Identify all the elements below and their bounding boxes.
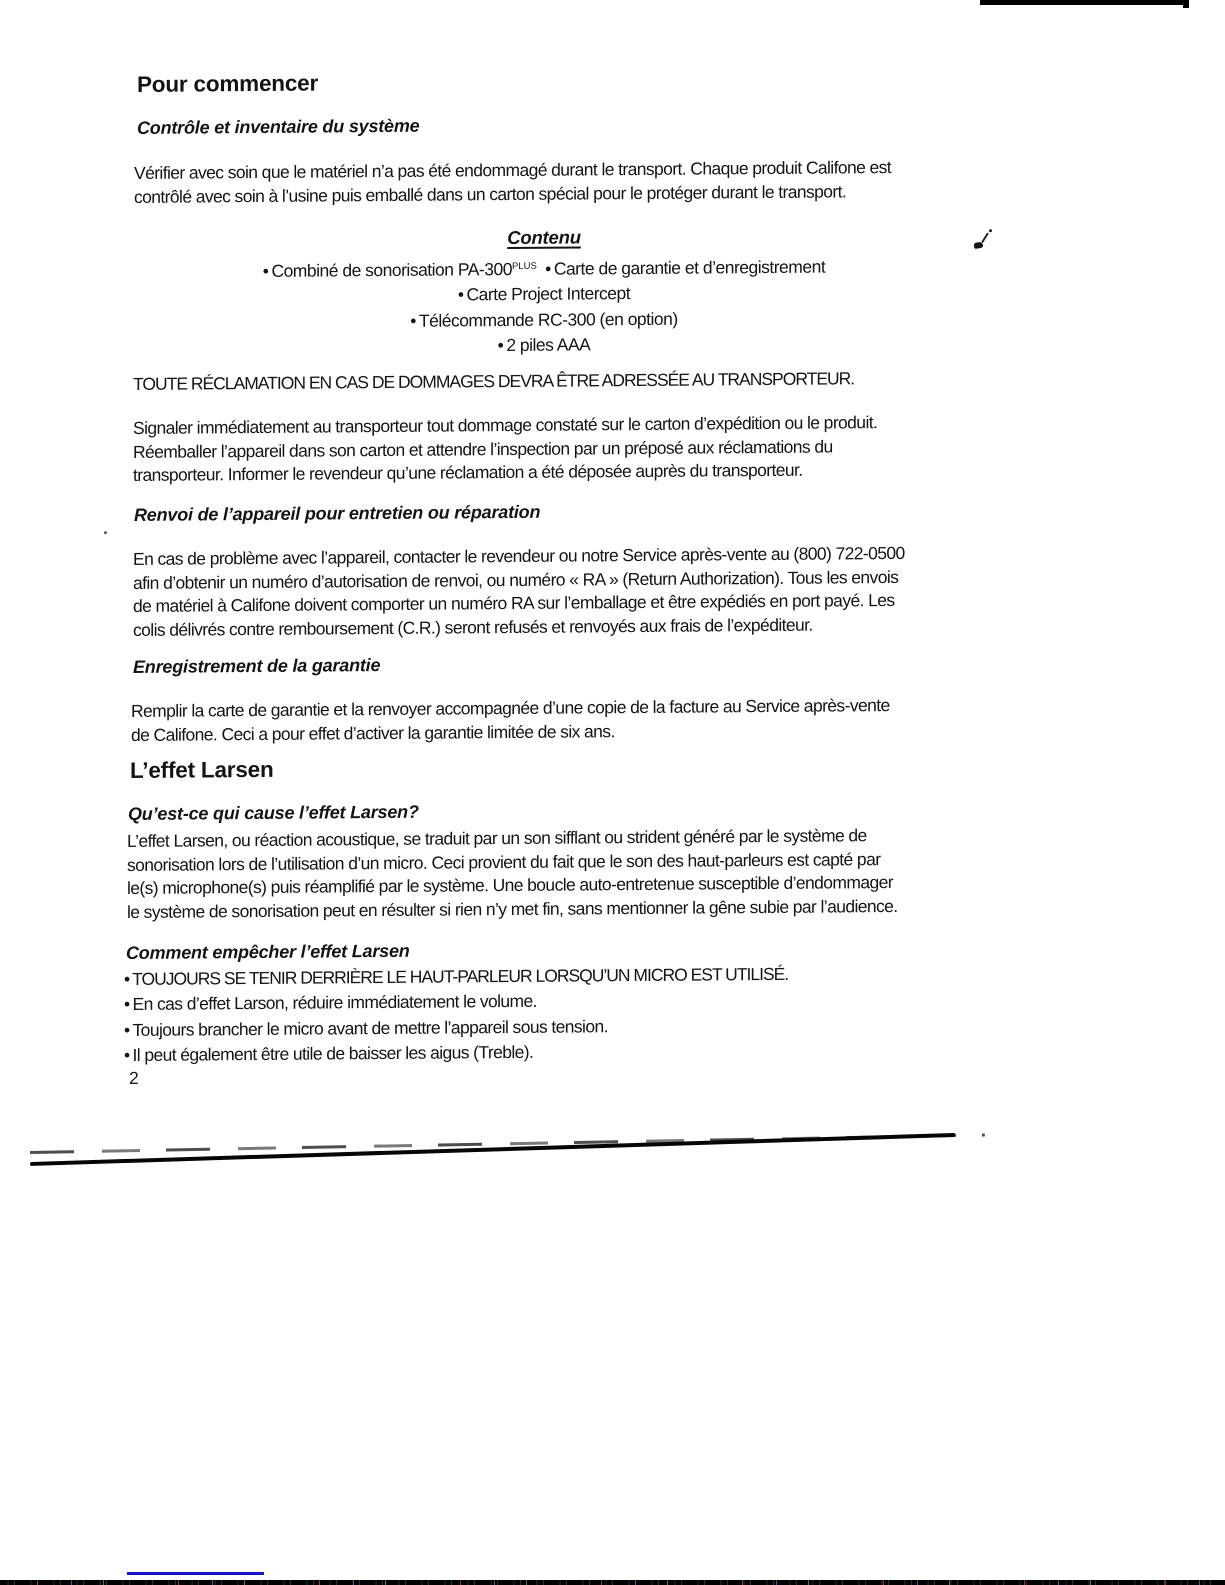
bullet-marker: • xyxy=(124,969,130,990)
paragraph-line: de matériel à Califone doivent comporter un numéro RA sur l’emballage et être expédiés en port payé. Les xyxy=(133,589,895,616)
heading-contents: Contenu xyxy=(507,226,581,249)
bullet-marker: • xyxy=(410,310,416,331)
pa300-plus-superscript: PLUS xyxy=(511,260,537,272)
list-item-label: En cas d’effet Larson, réduire immédiatement le volume. xyxy=(132,991,537,1015)
paragraph-line: afin d’obtenir un numéro d’autorisation de renvoi, ou numéro « RA » (Return Authorization). Tous les envois xyxy=(133,566,899,593)
contents-item xyxy=(133,329,955,361)
bullet-marker: • xyxy=(262,260,269,281)
bullet-marker: • xyxy=(457,284,464,305)
bullet-marker: • xyxy=(545,258,551,279)
paragraph-inventory xyxy=(134,155,891,209)
bullet-marker: • xyxy=(124,1019,130,1040)
paragraph-line: L’effet Larsen, ou réaction acoustique, se traduit par un son sifflant ou strident généré par le système de xyxy=(127,825,867,852)
paragraph-return-for-service xyxy=(133,542,905,642)
contents-item-warranty-card: Carte de garantie et d’enregistrement xyxy=(553,256,826,279)
contents-block xyxy=(133,224,955,362)
page-number: 2 xyxy=(129,1067,139,1089)
paragraph-damage-report xyxy=(133,411,877,487)
bullet-marker: • xyxy=(124,994,130,1015)
list-item-label: Il peut également être utile de baisser les aigus (Treble). xyxy=(132,1041,534,1065)
heading-feedback-prevention: Comment empêcher l’effet Larsen xyxy=(126,940,410,964)
bullet-marker: • xyxy=(497,334,504,356)
heading-warranty-registration: Enregistrement de la garantie xyxy=(133,655,381,677)
heading-inventory: Contrôle et inventaire du système xyxy=(137,115,420,138)
bullet-marker: • xyxy=(124,1044,130,1065)
paragraph-line: Remplir la carte de garantie et la renvoyer accompagnée d’une copie de la facture au Service après-vente xyxy=(131,695,890,721)
paragraph-line: Vérifier avec soin que le matériel n’a pas été endommagé durant le transport. Chaque produit Califone est xyxy=(134,157,892,183)
margin-speck xyxy=(104,531,107,534)
contents-item-pa300: Combiné de sonorisation PA-300 xyxy=(271,258,512,281)
paragraph-line: colis délivrés contre remboursement (C.R.) seront refusés et renvoyés aux frais de l’expéditeur. xyxy=(133,614,813,640)
list-item xyxy=(124,1038,788,1069)
paragraph-feedback-cause xyxy=(127,824,898,924)
contents-item-label: Carte Project Intercept xyxy=(466,283,631,305)
paragraph-line: le(s) microphone(s) puis réamplifié par le système. Une boucle auto-entretenue susceptible d’endommager xyxy=(127,872,893,899)
paragraph-line: contrôlé avec soin à l’usine puis emballé dans un carton spécial pour le protéger durant le transport. xyxy=(134,181,847,207)
ink-dot-mark xyxy=(989,229,992,232)
paragraph-line: Réemballer l’appareil dans son carton et attendre l’inspection par un préposé aux réclamations du xyxy=(133,435,833,462)
contents-item-label: Télécommande RC-300 (en option) xyxy=(418,308,678,331)
scan-bottom-edge-strip xyxy=(0,1580,1225,1585)
contents-item-label: 2 piles AAA xyxy=(506,334,591,355)
section-title-feedback: L’effet Larsen xyxy=(130,756,274,783)
paragraph-line: de Califone. Ceci a pour effet d’activer la garantie limitée de six ans. xyxy=(131,720,615,745)
paragraph-line: le système de sonorisation peut en résulter si rien n’y met fin, sans mentionner la gêne subie par l’audience. xyxy=(127,895,898,922)
paragraph-warranty xyxy=(131,694,890,747)
paragraph-line: Signaler immédiatement au transporteur tout dommage constaté sur le carton d’expédition ou le produit. xyxy=(133,412,878,438)
list-item-label: Toujours brancher le micro avant de mettre l’appareil sous tension. xyxy=(132,1015,608,1040)
paragraph-line: transporteur. Informer le revendeur qu’une réclamation a été déposée auprès du transporteur. xyxy=(133,459,803,485)
list-item-label: TOUJOURS SE TENIR DERRIÈRE LE HAUT-PARLEUR LORSQU’UN MICRO EST UTILISÉ. xyxy=(132,963,789,989)
section-title-getting-started: Pour commencer xyxy=(137,70,319,97)
heading-return-for-service: Renvoi de l’appareil pour entretien ou réparation xyxy=(134,501,541,525)
prevention-bullet-list xyxy=(124,962,788,1068)
claim-notice: TOUTE RÉCLAMATION EN CAS DE DOMMAGES DEVRA ÊTRE ADRESSÉE AU TRANSPORTEUR. xyxy=(133,368,855,394)
ink-tick-mark xyxy=(981,233,989,243)
footer-blue-line xyxy=(127,1572,264,1575)
paragraph-line: sonorisation lors de l’utilisation d’un micro. Ceci provient du fait que le son des haut-parleurs est capté par xyxy=(127,848,881,875)
paragraph-line: En cas de problème avec l’appareil, contacter le revendeur ou notre Service après-vente au (800) 722-0500 xyxy=(133,542,905,569)
heading-feedback-cause: Qu’est-ce qui cause l’effet Larsen? xyxy=(128,801,419,825)
contents-list xyxy=(133,251,955,362)
